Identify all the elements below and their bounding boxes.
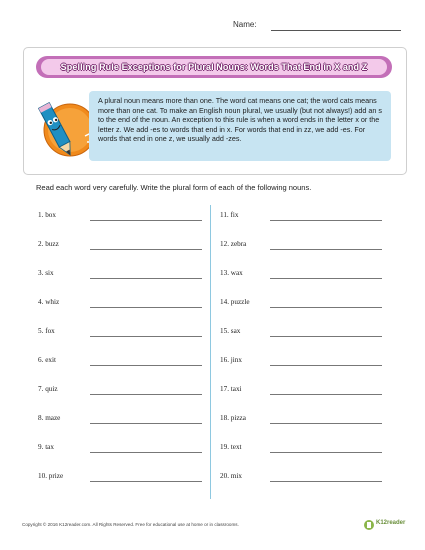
word-label: 15. sax bbox=[220, 327, 241, 335]
answer-line[interactable] bbox=[270, 278, 382, 279]
word-label: 16. jinx bbox=[220, 356, 242, 364]
worksheet-title: Spelling Rule Exceptions for Plural Nouns: Words That End in X and Z bbox=[60, 62, 368, 72]
answer-line[interactable] bbox=[270, 365, 382, 366]
logo-icon bbox=[363, 519, 375, 531]
logo-text: K12reader bbox=[376, 520, 406, 526]
word-label: 11. fix bbox=[220, 211, 239, 219]
rule-explanation-box: A plural noun means more than one. The word cat means one cat; the word cats means more than one cat. To make an English noun plural, we usually (but not always!) add an s to the end of the noun. An exception to this rule is when a word ends in the letter x or the letter z. We add -es to words that end in x. For words that end in zz, we add -es. For words that end in one z, we usually add -zes. bbox=[89, 91, 391, 161]
word-label: 10. prize bbox=[38, 472, 64, 480]
answer-line[interactable] bbox=[270, 220, 382, 221]
word-label: 12. zebra bbox=[220, 240, 247, 248]
word-row bbox=[0, 472, 425, 484]
word-label: 2. buzz bbox=[38, 240, 59, 248]
word-row bbox=[0, 240, 425, 252]
word-row bbox=[0, 327, 425, 339]
word-label: 6. exit bbox=[38, 356, 56, 364]
name-label: Name: bbox=[233, 20, 257, 29]
word-row bbox=[0, 443, 425, 455]
word-row bbox=[0, 269, 425, 281]
word-label: 13. wax bbox=[220, 269, 243, 277]
word-label: 19. text bbox=[220, 443, 242, 451]
word-row bbox=[0, 211, 425, 223]
answer-line[interactable] bbox=[270, 394, 382, 395]
word-label: 1. box bbox=[38, 211, 56, 219]
word-label: 4. whiz bbox=[38, 298, 60, 306]
k12reader-logo bbox=[363, 518, 408, 530]
word-row bbox=[0, 385, 425, 397]
name-line[interactable] bbox=[271, 30, 401, 31]
answer-line[interactable] bbox=[270, 481, 382, 482]
answer-line[interactable] bbox=[270, 307, 382, 308]
word-label: 3. six bbox=[38, 269, 54, 277]
title-banner-inner bbox=[41, 59, 387, 75]
word-row bbox=[0, 356, 425, 368]
word-label: 18. pizza bbox=[220, 414, 246, 422]
word-label: 9. tax bbox=[38, 443, 54, 451]
word-label: 7. quiz bbox=[38, 385, 58, 393]
word-label: 20. mix bbox=[220, 472, 242, 480]
copyright-footer: Copyright © 2016 K12reader.com. All Rights Reserved. Free for educational use at home or in classrooms. bbox=[22, 522, 239, 527]
word-label: 17. taxi bbox=[220, 385, 242, 393]
answer-line[interactable] bbox=[270, 423, 382, 424]
answer-line[interactable] bbox=[270, 336, 382, 337]
word-row bbox=[0, 298, 425, 310]
word-label: 14. puzzle bbox=[220, 298, 250, 306]
word-label: 8. maze bbox=[38, 414, 61, 422]
title-banner bbox=[36, 56, 392, 78]
instructions: Read each word very carefully. Write the plural form of each of the following nouns. bbox=[36, 183, 312, 192]
word-label: 5. fox bbox=[38, 327, 55, 335]
answer-line[interactable] bbox=[270, 249, 382, 250]
answer-line[interactable] bbox=[270, 452, 382, 453]
word-row bbox=[0, 414, 425, 426]
